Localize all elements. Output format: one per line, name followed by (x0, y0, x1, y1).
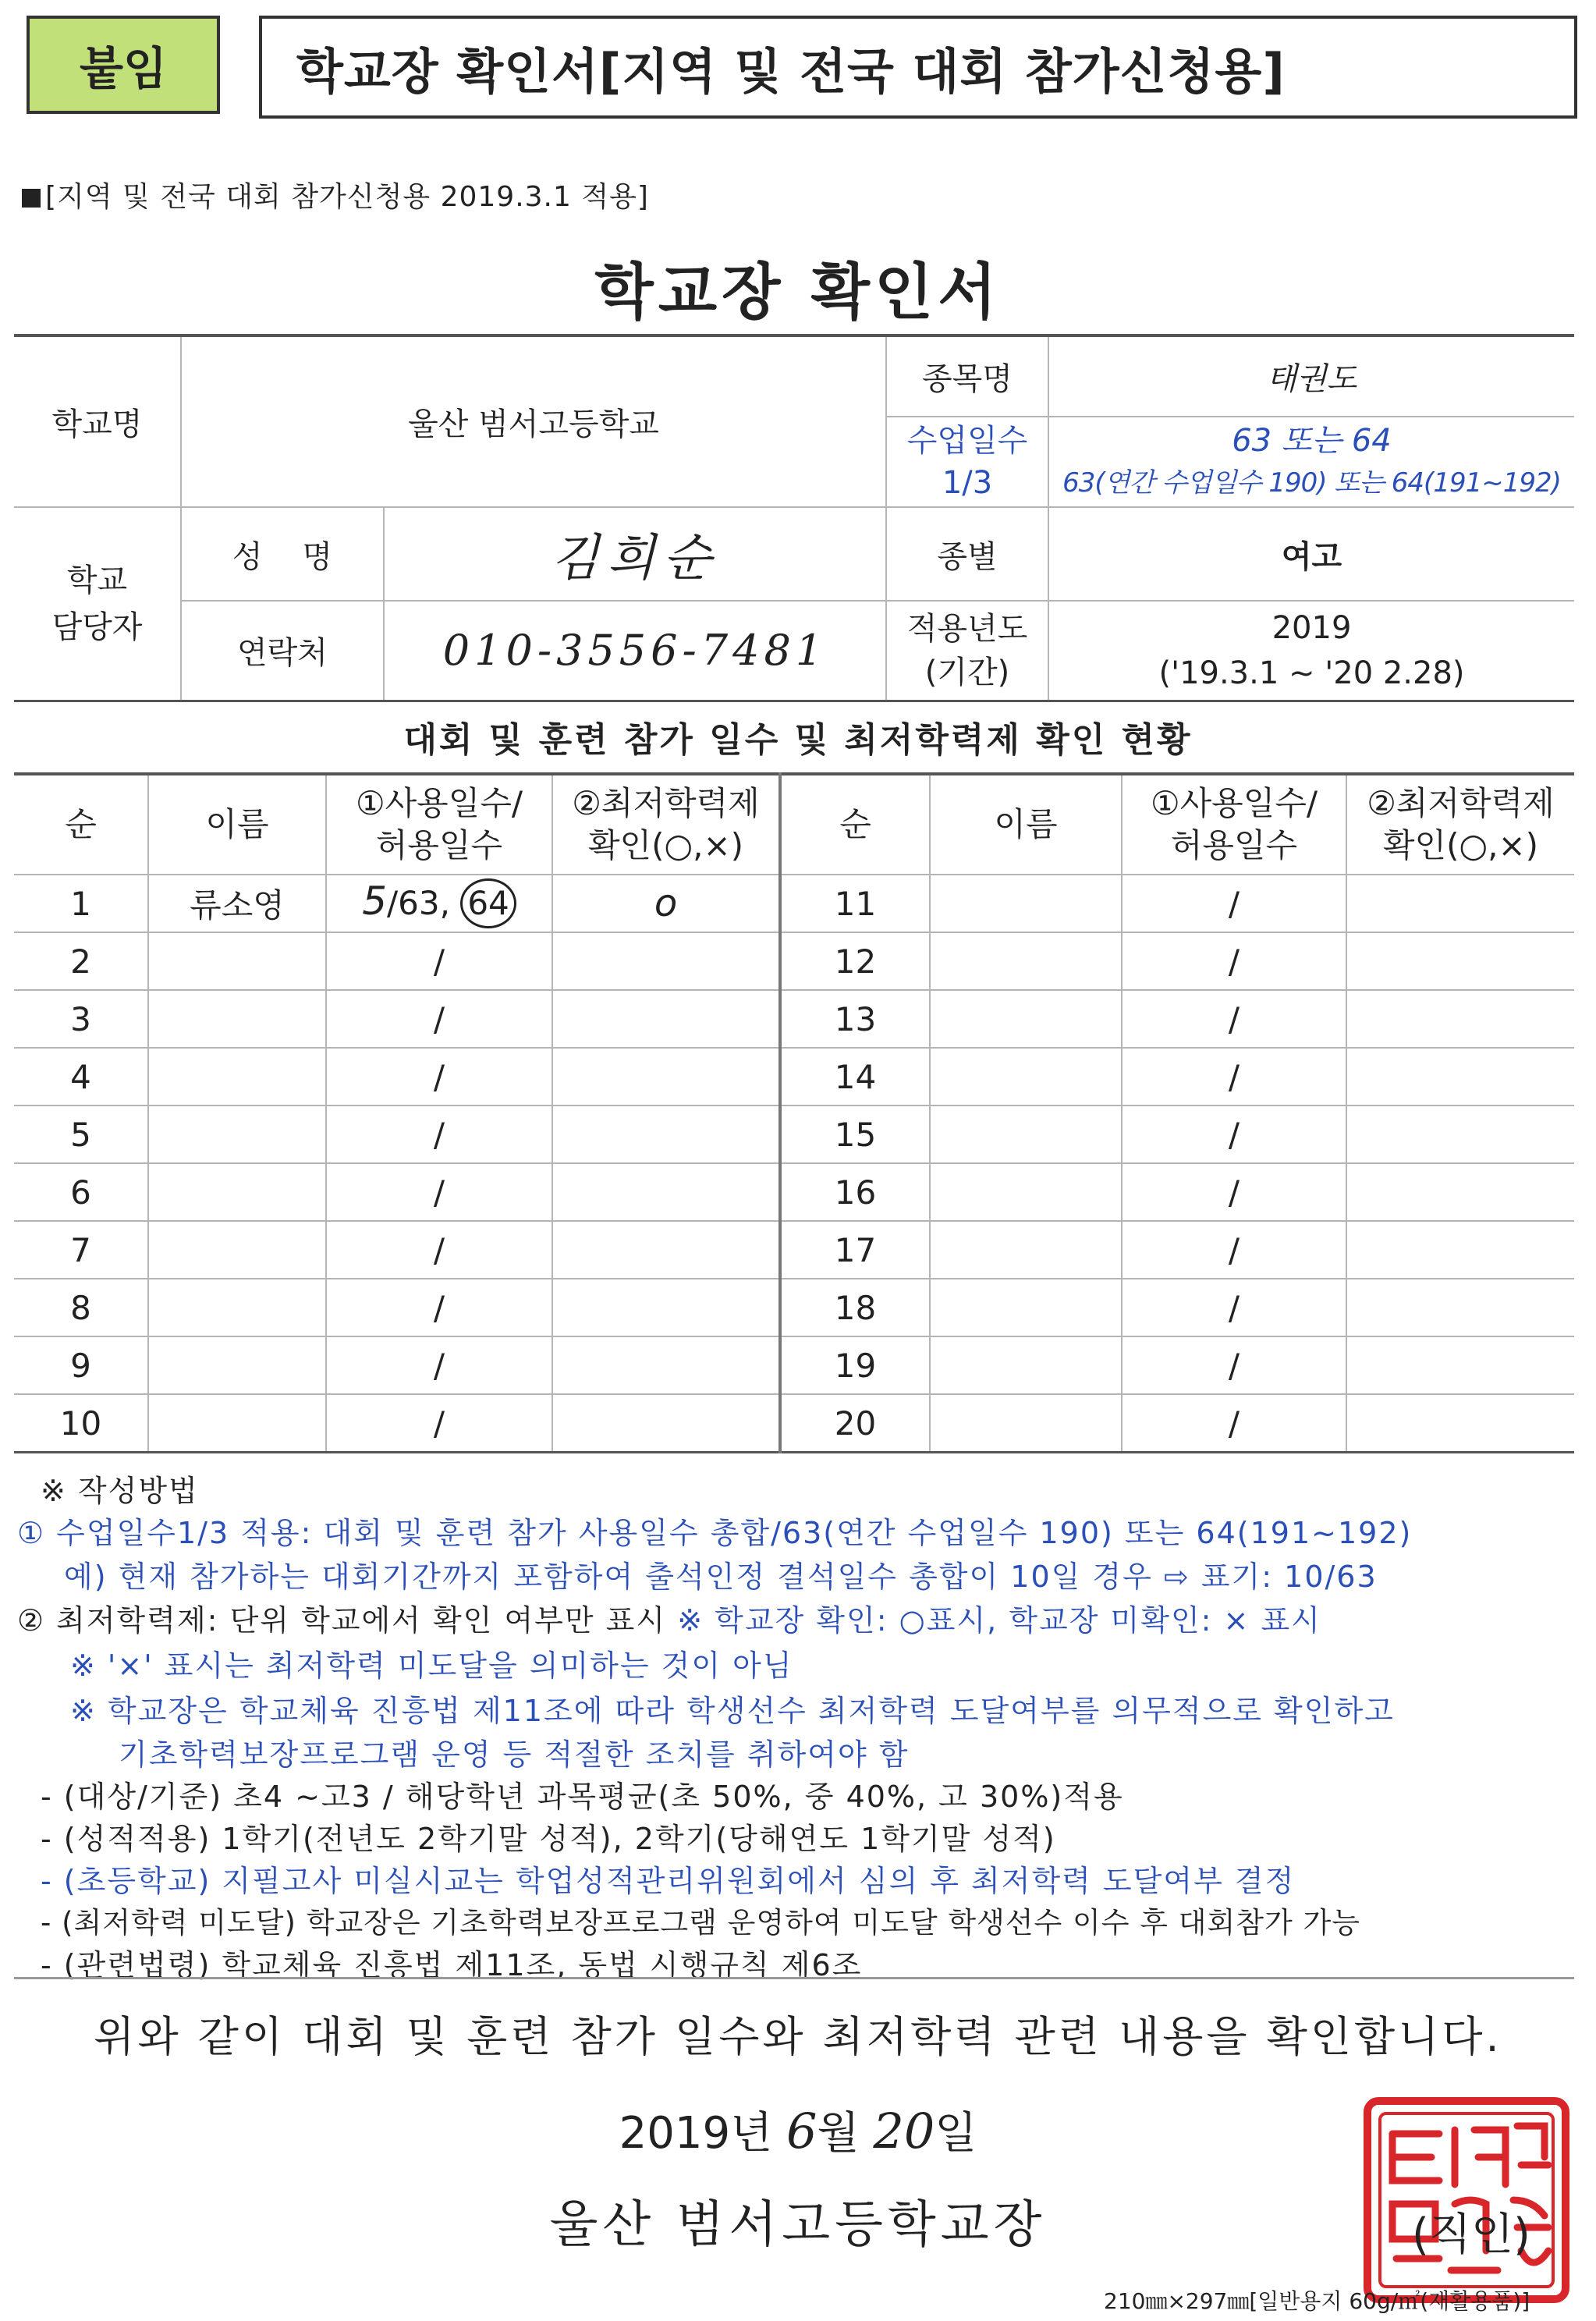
detail-2: - (성적적용) 1학기(전년도 2학기말 성적), 2학기(당해연도 1학기말 성적) (41, 1822, 1056, 1856)
row-no-right: 13 (780, 990, 930, 1048)
table-row (14, 1279, 1574, 1336)
attachment-tag (27, 16, 220, 114)
header-min-right-line2: 확인(○,×) (1382, 826, 1539, 864)
header-min (552, 774, 780, 875)
row-check (552, 1394, 780, 1453)
header-days-line2: 허용일수 (375, 826, 503, 864)
note-1-example: 예) 현재 참가하는 대회기간까지 포함하여 출석인정 결석일수 총합이 10일 경우 ⇨ 표기: 10/63 (64, 1560, 1378, 1594)
detail-5: - (관련법령) 학교체육 진흥법 제11조, 동법 시행규칙 제6조 (41, 1948, 863, 1982)
class-days-label-line1: 수업일수 (906, 423, 1028, 459)
table-row (14, 1394, 1574, 1453)
row-check (552, 1336, 780, 1394)
gender-label: 종별 (886, 507, 1048, 601)
row-days: / (326, 1221, 552, 1279)
used-days: 5 (362, 878, 388, 924)
class-days-value-detail: 63(연간 수업일수 190) 또는 64(191~192) (1062, 467, 1561, 499)
confirmation-text: 위와 같이 대회 및 훈련 참가 일수와 최저학력 관련 내용을 확인합니다. (94, 2012, 1502, 2061)
note-1: ① 수업일수1/3 적용: 대회 및 훈련 참가 사용일수 총합/63(연간 수업일수 190) 또는 64(191~192) (17, 1516, 1413, 1550)
row-days-right: / (1122, 932, 1346, 990)
staff-label-line2: 담당자 (51, 609, 143, 645)
row-check-right (1346, 1105, 1574, 1163)
notes-heading: ※ 작성방법 (41, 1474, 199, 1508)
row-name (148, 1048, 326, 1105)
row-days-right: / (1122, 1221, 1346, 1279)
row-days-right: / (1122, 1336, 1346, 1394)
row-check: o (552, 875, 780, 932)
header-min-right-line1: ②최저학력제 (1367, 784, 1555, 822)
header-days-right-line1: ①사용일수/ (1150, 784, 1318, 822)
row-days (326, 875, 552, 932)
table-row (14, 1336, 1574, 1394)
class-days-label (886, 417, 1048, 507)
row-name (148, 932, 326, 990)
year-value (1048, 601, 1574, 701)
row-days-right: / (1122, 1048, 1346, 1105)
row-no-right: 14 (780, 1048, 930, 1105)
row-check-right (1346, 990, 1574, 1048)
row-name: 류소영 (148, 875, 326, 932)
row-name-right (930, 1279, 1122, 1336)
table-row (14, 990, 1574, 1048)
date-month: 6 (786, 2103, 818, 2160)
row-name-right (930, 1163, 1122, 1221)
row-check-right (1346, 1221, 1574, 1279)
row-no-right: 20 (780, 1394, 930, 1453)
gender-value: 여고 (1048, 507, 1574, 601)
row-no-right: 11 (780, 875, 930, 932)
row-no: 4 (14, 1048, 148, 1105)
row-no: 2 (14, 932, 148, 990)
sublabel-text: [지역 및 전국 대회 참가신청용 2019.3.1 적용] (45, 181, 649, 213)
row-check-right (1346, 1394, 1574, 1453)
row-check (552, 1279, 780, 1336)
row-name-right (930, 1336, 1122, 1394)
row-no-right: 12 (780, 932, 930, 990)
row-check-right (1346, 932, 1574, 990)
row-name-right (930, 1221, 1122, 1279)
row-no: 9 (14, 1336, 148, 1394)
row-name (148, 1394, 326, 1453)
row-name (148, 1279, 326, 1336)
row-no-right: 17 (780, 1221, 930, 1279)
contact-label: 연락처 (181, 601, 384, 701)
row-check-right (1346, 1048, 1574, 1105)
date-day-unit: 일 (935, 2108, 977, 2159)
seal-label: (직인) (1412, 2209, 1530, 2260)
note-2-mark: ※ 학교장 확인: ○표시, 학교장 미확인: × 표시 (677, 1603, 1321, 1638)
square-bullet-icon (22, 189, 41, 208)
row-check (552, 932, 780, 990)
header-days (326, 774, 552, 875)
sublabel (22, 175, 649, 215)
row-name-right (930, 1394, 1122, 1453)
row-no-right: 18 (780, 1279, 930, 1336)
header-name-right: 이름 (930, 774, 1122, 875)
row-name-right (930, 1105, 1122, 1163)
allowed-days-a: /63, (387, 884, 450, 922)
row-check (552, 990, 780, 1048)
row-no-right: 16 (780, 1163, 930, 1221)
header-name: 이름 (148, 774, 326, 875)
table-row (14, 1048, 1574, 1105)
row-days: / (326, 990, 552, 1048)
year-label-line2: (기간) (924, 654, 1010, 690)
row-no: 1 (14, 875, 148, 932)
row-check-right (1346, 1163, 1574, 1221)
table-row (14, 1163, 1574, 1221)
row-no: 6 (14, 1163, 148, 1221)
row-days: / (326, 1336, 552, 1394)
row-name (148, 1105, 326, 1163)
year-label-line1: 적용년도 (906, 610, 1028, 647)
signer-name: 울산 범서고등학교장 (549, 2196, 1047, 2254)
row-no: 7 (14, 1221, 148, 1279)
note-3: ※ '×' 표시는 최저학력 미도달을 의미하는 것이 아님 (70, 1648, 793, 1683)
header-min-right (1346, 774, 1574, 875)
row-check-right (1346, 1336, 1574, 1394)
date-year: 2019년 (619, 2108, 773, 2159)
header-no-right: 순 (780, 774, 930, 875)
row-days: / (326, 1163, 552, 1221)
detail-4: - (최저학력 미도달) 학교장은 기초학력보장프로그램 운영하여 미도달 학생선수 이수 후 대회참가 가능 (41, 1906, 1361, 1939)
header-min-line2: 확인(○,×) (587, 826, 744, 864)
note-2-text: ② 최저학력제: 단위 학교에서 확인 여부만 표시 (17, 1603, 667, 1638)
name-label: 성 명 (181, 507, 384, 601)
row-name-right (930, 875, 1122, 932)
table-row (14, 932, 1574, 990)
date-day: 20 (873, 2103, 935, 2160)
note-4-cont: 기초학력보장프로그램 운영 등 적절한 조치를 취하여야 함 (119, 1737, 910, 1772)
row-no: 8 (14, 1279, 148, 1336)
row-name (148, 1163, 326, 1221)
row-no-right: 19 (780, 1336, 930, 1394)
row-no: 3 (14, 990, 148, 1048)
row-no-right: 15 (780, 1105, 930, 1163)
staff-label-line1: 학교 (66, 562, 128, 598)
header-days-line1: ①사용일수/ (355, 784, 523, 822)
row-days: / (326, 1048, 552, 1105)
class-days-value (1048, 417, 1574, 507)
document-title: 학교장 확인서 (594, 257, 1002, 328)
date-line (0, 2099, 1596, 2161)
row-no: 5 (14, 1105, 148, 1163)
note-4: ※ 학교장은 학교체육 진흥법 제11조에 따라 학생선수 최저학력 도달여부를 의무적으로 확인하고 (70, 1694, 1395, 1728)
row-days-right: / (1122, 1163, 1346, 1221)
info-table (14, 334, 1574, 702)
table-row (14, 1105, 1574, 1163)
school-value: 울산 범서고등학교 (181, 335, 886, 507)
detail-1: - (대상/기준) 초4 ~고3 / 해당학년 과목평균(초 50%, 중 40%, 고 30%)적용 (41, 1780, 1124, 1814)
header-days-right-line2: 허용일수 (1170, 826, 1298, 864)
row-days: / (326, 932, 552, 990)
sport-label: 종목명 (886, 335, 1048, 417)
row-check-right (1346, 875, 1574, 932)
school-label: 학교명 (14, 335, 181, 507)
header-title (259, 16, 1577, 119)
header-min-line1: ②최저학력제 (572, 784, 760, 822)
roster-table (14, 772, 1574, 1453)
table-row (14, 1221, 1574, 1279)
year-label (886, 601, 1048, 701)
allowed-days-circled: 64 (460, 878, 516, 928)
row-days-right: / (1122, 990, 1346, 1048)
row-no: 10 (14, 1394, 148, 1453)
class-days-label-line2: 1/3 (942, 465, 993, 501)
attachment-tag-label: 붙임 (79, 42, 168, 95)
roster-header-row (14, 774, 1574, 875)
section-title: 대회 및 훈련 참가 일수 및 최저학력제 확인 현황 (403, 720, 1193, 760)
row-name-right (930, 990, 1122, 1048)
row-days-right: / (1122, 875, 1346, 932)
row-check (552, 1163, 780, 1221)
row-days: / (326, 1279, 552, 1336)
row-check (552, 1221, 780, 1279)
row-name-right (930, 932, 1122, 990)
row-days-right: / (1122, 1394, 1346, 1453)
header-days-right (1122, 774, 1346, 875)
year-value-line2: ('19.3.1 ~ '20 2.28) (1158, 655, 1465, 691)
row-days: / (326, 1394, 552, 1453)
row-days: / (326, 1105, 552, 1163)
header-title-text: 학교장 확인서[지역 및 전국 대회 참가신청용] (296, 42, 1286, 100)
row-check-right (1346, 1279, 1574, 1336)
row-name (148, 1221, 326, 1279)
class-days-value-main: 63 또는 64 (1232, 423, 1392, 459)
contact-value: 010-3556-7481 (384, 601, 886, 701)
divider (14, 1977, 1574, 1979)
row-name (148, 990, 326, 1048)
row-check (552, 1048, 780, 1105)
row-check (552, 1105, 780, 1163)
staff-label (14, 507, 181, 701)
detail-3: - (초등학교) 지필고사 미실시교는 학업성적관리위원회에서 심의 후 최저학력 도달여부 결정 (41, 1864, 1296, 1898)
date-month-unit: 월 (817, 2108, 860, 2159)
row-days-right: / (1122, 1105, 1346, 1163)
sport-value: 태권도 (1048, 335, 1574, 417)
table-row (14, 875, 1574, 932)
paper-spec-footer: 210㎜×297㎜[일반용지 60g/㎡(재활용품)] (1104, 2288, 1530, 2314)
note-2 (17, 1596, 1321, 1639)
header-no: 순 (14, 774, 148, 875)
row-name (148, 1336, 326, 1394)
year-value-line1: 2019 (1271, 609, 1352, 646)
row-days-right: / (1122, 1279, 1346, 1336)
row-name-right (930, 1048, 1122, 1105)
staff-name-value: 김희순 (384, 507, 886, 601)
